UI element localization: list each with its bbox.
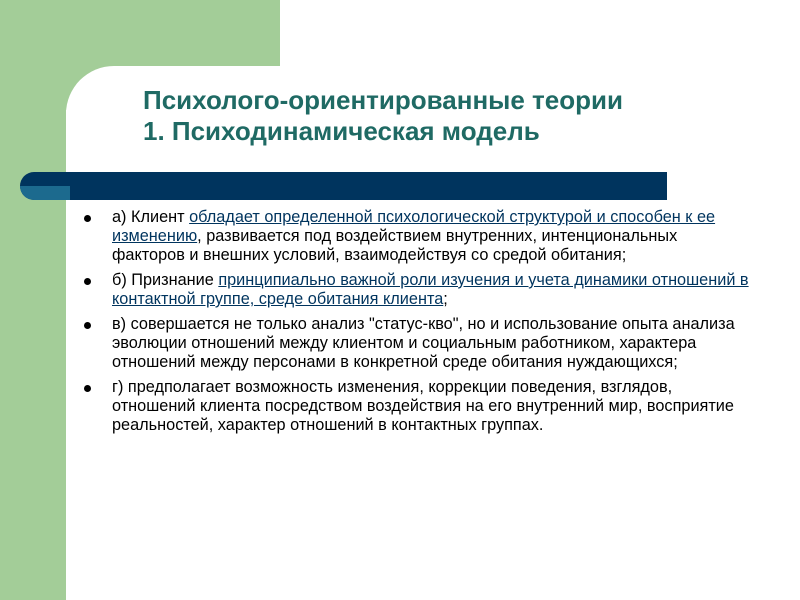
bullet-dot-icon xyxy=(84,278,91,285)
bullet-a-link[interactable]: обладает определенной психологической структурой и способен к ее изменению xyxy=(112,208,716,245)
title-line-1: Психолого-ориентированные теории xyxy=(143,85,623,115)
bullet-dot-icon xyxy=(84,322,91,329)
bullet-dot-icon xyxy=(84,385,91,392)
bullet-b-link[interactable]: принципиально важной роли изучения и учета динамики отношений в контактной группе, среде обитания клиента xyxy=(112,271,749,308)
decor-title-bar-accent xyxy=(20,186,70,200)
slide-title xyxy=(143,85,763,147)
decor-green-left-band xyxy=(0,0,66,600)
bullet-item-a xyxy=(80,208,750,265)
bullet-item-b xyxy=(80,271,750,309)
bullet-b-suffix: ; xyxy=(443,290,448,308)
decor-title-bar xyxy=(20,172,667,200)
bullet-item-d xyxy=(80,378,750,435)
bullet-d-text: г) предполагает возможность изменения, коррекции поведения, взглядов, отношений клиента посредством воздействия на его внутренний мир, восприятие реальностей, характер отношений в контактных группах. xyxy=(112,378,734,434)
bullet-dot-icon xyxy=(84,215,91,222)
bullet-a-prefix: а) Клиент xyxy=(112,208,190,226)
bullet-a-suffix: , развивается под воздействием внутренних, интенциональных факторов и внешних условий, взаимодействуя со средой обитания; xyxy=(112,227,678,264)
bullet-item-c xyxy=(80,315,750,372)
bullet-c-text: в) совершается не только анализ "статус-кво", но и использование опыта анализа эволюции отношений между клиентом и социальным работником, характера отношений между персонами в конкретной среде обитания нуждающихся; xyxy=(112,315,735,371)
title-line-2: 1. Психодинамическая модель xyxy=(143,116,540,146)
bullet-list xyxy=(80,208,750,441)
bullet-b-prefix: б) Признание xyxy=(112,271,219,289)
